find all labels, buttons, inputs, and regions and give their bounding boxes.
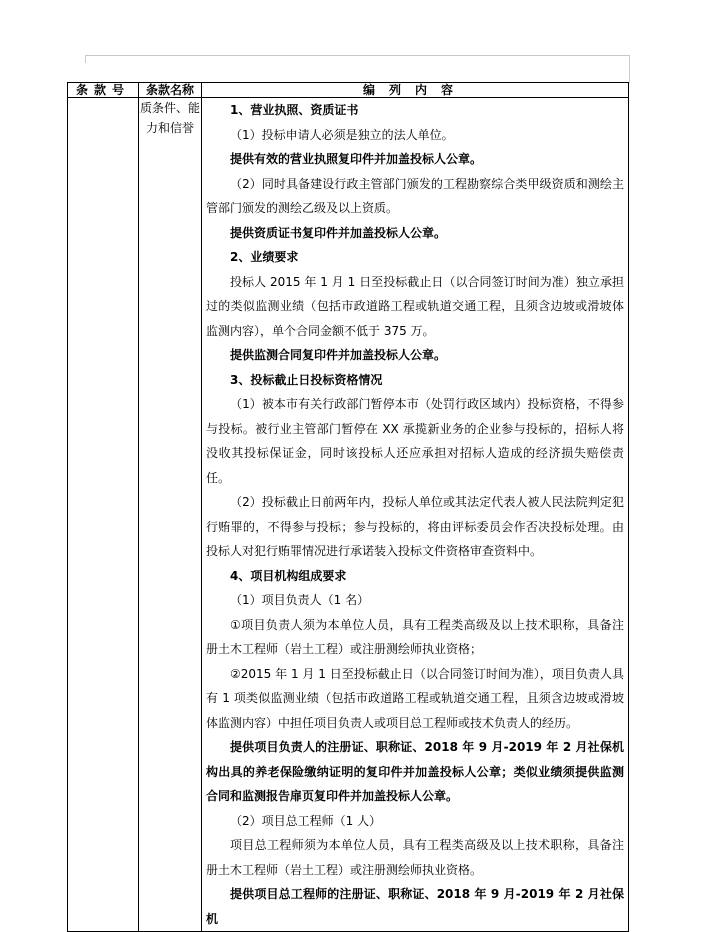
content-paragraph: 1、营业执照、资质证书 <box>230 103 359 117</box>
content-paragraph: 提供项目总工程师的注册证、职称证、2018 年 9 月-2019 年 2 月社保机 <box>206 887 624 926</box>
table-row <box>68 98 629 932</box>
content-paragraph: （2）投标截止日前两年内，投标人单位或其法定代表人被人民法院判定犯行贿罪的，不得参与投标；参与投标的，将由评标委员会作否决投标处理。由投标人对犯行贿罪情况进行承诺装入投标文件资格审查资料中。 <box>206 495 624 558</box>
content-paragraph: ②2015 年 1 月 1 日至投标截止日（以合同签订时间为准），项目负责人具有 1 项类似监测业绩（包括市政道路工程或轨道交通工程，且须含边坡或滑坡体监测内容）中担任项目负责人或项目总工程师或技术负责人的经历。 <box>206 666 624 730</box>
clause-table <box>67 82 629 932</box>
content-paragraph: （1）投标申请人必须是独立的法人单位。 <box>230 127 454 142</box>
page-corner-mark <box>85 55 630 56</box>
table-header-row <box>68 83 629 98</box>
content-paragraph: 投标人 2015 年 1 月 1 日至投标截止日（以合同签订时间为准）独立承担过的类似监测业绩（包括市政道路工程或轨道交通工程，且须含边坡或滑坡体监测内容），单个合同金额不低于 375 万。 <box>206 274 624 338</box>
content-paragraph: 提供有效的营业执照复印件并加盖投标人公章。 <box>230 152 483 166</box>
content-paragraph: 提供监测合同复印件并加盖投标人公章。 <box>230 348 447 362</box>
content-paragraphs <box>206 98 624 931</box>
clause-name-cell: 质条件、能力和信誉 <box>139 98 202 932</box>
page-corner-mark <box>629 55 630 83</box>
content-paragraph: （2）项目总工程师（1 人） <box>230 813 382 828</box>
content-cell <box>202 98 629 932</box>
content-paragraph: ①项目负责人须为本单位人员，具有工程类高级及以上技术职称，具备注册土木工程师（岩土工程）或注册测绘师执业资格； <box>206 617 624 656</box>
content-paragraph: （2）同时具备建设行政主管部门颁发的工程勘察综合类甲级资质和测绘主管部门颁发的测绘乙级及以上资质。 <box>206 176 624 215</box>
content-paragraph: 3、投标截止日投标资格情况 <box>230 372 383 387</box>
content-paragraph: 4、项目机构组成要求 <box>230 568 347 583</box>
header-clause-name: 条款名称 <box>139 83 202 98</box>
header-content: 编列内容 <box>202 83 629 98</box>
content-paragraph: （1）被本市有关行政部门暂停本市（处罚行政区域内）投标资格，不得参与投标。被行业主管部门暂停在 XX 承揽新业务的企业参与投标的，招标人将没收其投标保证金，同时该投标人还应承担对招标人造成的经济损失赔偿责任。 <box>206 397 624 485</box>
page-corner-mark <box>85 55 86 63</box>
clause-no-cell <box>68 98 139 932</box>
header-clause-no: 条款号 <box>68 83 139 98</box>
content-paragraph: 提供资质证书复印件并加盖投标人公章。 <box>230 225 447 240</box>
content-paragraph: 项目总工程师须为本单位人员，具有工程类高级及以上技术职称，具备注册土木工程师（岩土工程）或注册测绘师执业资格。 <box>206 838 624 877</box>
content-paragraph: 2、业绩要求 <box>230 250 299 264</box>
content-paragraph: 提供项目负责人的注册证、职称证、2018 年 9 月-2019 年 2 月社保机构出具的养老保险缴纳证明的复印件并加盖投标人公章；类似业绩须提供监测合同和监测报告扉页复印件并加盖投标人公章。 <box>206 740 624 803</box>
content-paragraph: （1）项目负责人（1 名） <box>230 593 370 607</box>
